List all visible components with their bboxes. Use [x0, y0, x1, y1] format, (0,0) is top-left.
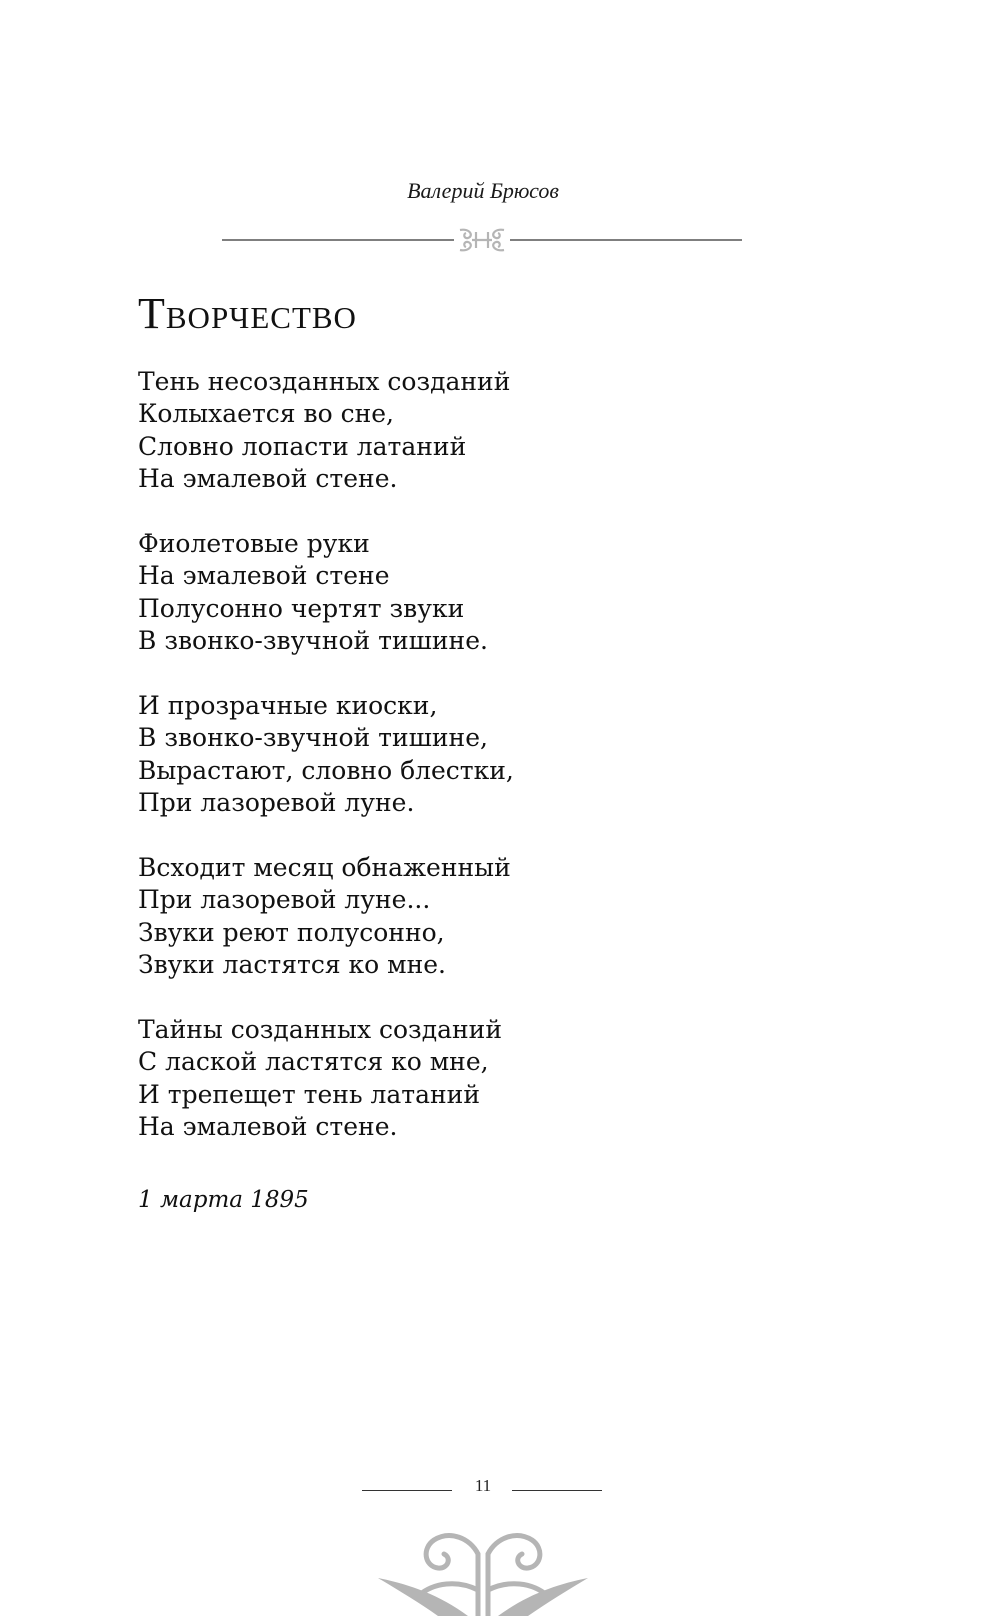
- poem-line: На эмалевой стене.: [138, 464, 398, 494]
- page-number: 11: [474, 1476, 492, 1495]
- poem-line: Вырастают, словно блестки,: [138, 755, 514, 785]
- poem-line: Полусонно чертят звуки: [138, 593, 465, 623]
- running-header-author: Валерий Брюсов: [407, 178, 559, 203]
- scroll-flourish-icon: [460, 230, 504, 251]
- poem-line: Звуки реют полусонно,: [138, 917, 445, 947]
- header-rule-ornament: [222, 222, 742, 258]
- stanza-1: [138, 366, 514, 496]
- stanza-4: [138, 852, 514, 982]
- poem-line: Всходит месяц обнаженный: [138, 853, 511, 883]
- poem-line: Колыхается во сне,: [138, 399, 395, 429]
- poem-body: [138, 366, 514, 1176]
- stanza-5: [138, 1014, 514, 1144]
- poem-line: Тайны созданных созданий: [138, 1015, 502, 1045]
- stanza-3: [138, 690, 514, 820]
- poem-line: При лазоревой луне.: [138, 788, 415, 818]
- poem-line: С лаской ластятся ко мне,: [138, 1047, 489, 1077]
- stanza-2: [138, 528, 514, 658]
- poem-line: На эмалевой стене: [138, 561, 390, 591]
- footer-rule-left: [362, 1490, 452, 1491]
- poem-line: И трепещет тень латаний: [138, 1079, 481, 1109]
- fleur-ornament-icon: [378, 1510, 588, 1616]
- poem-line: При лазоревой луне...: [138, 885, 431, 915]
- poem-line: Словно лопасти латаний: [138, 431, 467, 461]
- poem-line: В звонко-звучной тишине,: [138, 723, 488, 753]
- footer-rule-right: [512, 1490, 602, 1491]
- poem-line: И прозрачные киоски,: [138, 691, 438, 721]
- poem-title: Творчество: [138, 289, 357, 338]
- poem-line: В звонко-звучной тишине.: [138, 626, 488, 656]
- poem-line: Тень несозданных созданий: [138, 367, 511, 396]
- poem-line: Звуки ластятся ко мне.: [138, 950, 447, 980]
- poem-line: Фиолетовые руки: [138, 529, 370, 559]
- poem-line: На эмалевой стене.: [138, 1112, 398, 1142]
- poem-date: 1 марта 1895: [138, 1187, 309, 1213]
